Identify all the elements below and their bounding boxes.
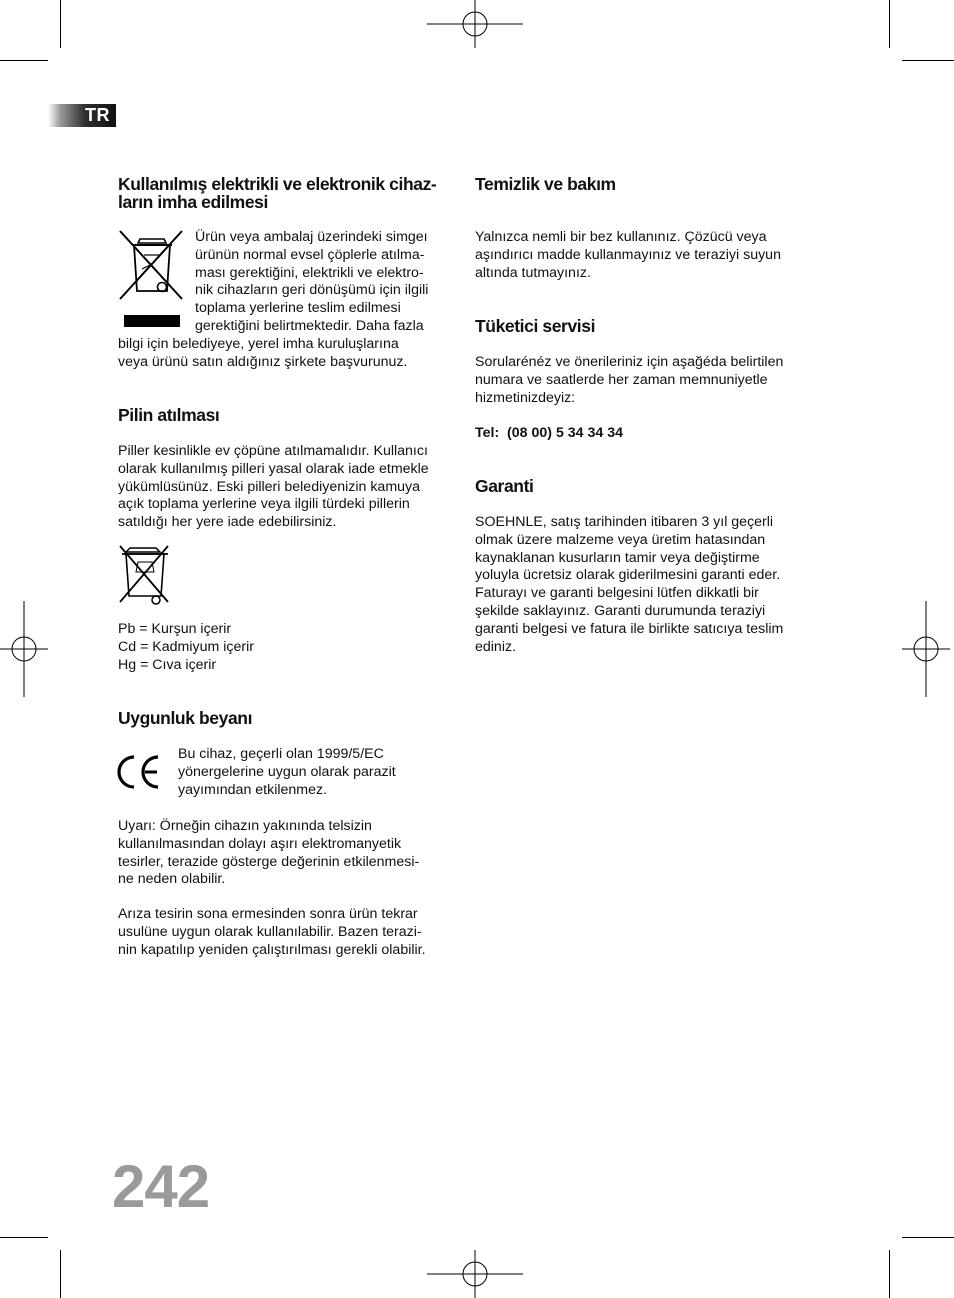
cleaning-section [475,175,820,193]
battery-title: Pilin atılması [118,405,220,425]
fault-block [118,906,458,959]
disposal-body-full: bilgi için belediyeye, yerel imha kuruluşlarına veya ürünü satın aldığınız şirkete başvurunuz. [118,336,408,370]
warranty-title: Garanti [475,476,534,496]
registration-mark-icon [902,601,950,697]
disposal-body-wrap: Ürün veya ambalaj üzerindeki simgeı ürünün normal evsel çöplerle atılma- ması gerektiğini, elektrikli ve elektro- nik cihazların geri dönüşümü için ilgili toplama yerlerine teslim edilmesi gerektiğini belirtmektedir. Daha fazla [195,229,429,334]
disposal-full-text [118,336,458,372]
crop-mark [889,0,890,48]
crop-mark [902,60,954,61]
ce-mark-icon [114,753,162,791]
crop-mark [902,1237,954,1238]
language-tab [48,104,116,127]
service-section [475,317,820,335]
ce-text: Bu cihaz, geçerli olan 1999/5/EC yönergelerine uygun olarak parazit yayımından etkilenmez. [178,746,396,798]
page-number: 242 [112,1153,210,1220]
battery-text-block [118,443,458,532]
crop-mark [889,1250,890,1298]
battery-content-hg: Hg = Cıva içerir [118,656,217,673]
disposal-wrap-text [195,229,455,336]
service-title: Tüketici servisi [475,316,596,336]
battery-content-cd: Cd = Kadmiyum içerir [118,638,255,655]
registration-mark-icon [0,601,48,697]
conformity-fault: Arıza tesirin sona ermesinden sonra ürün tekrar usulüne uygun olarak kullanılabilir. Bazen terazi- nin kapatılıp yeniden çalıştırılması gerekli olabilir. [118,906,426,958]
crossed-out-bin-icon [118,229,186,329]
service-tel: Tel: (08 00) 5 34 34 34 [475,425,624,441]
ce-text-block [178,746,458,799]
crop-mark [0,60,48,61]
crop-mark [60,1250,61,1298]
disposal-title: Kullanılmış elektrikli ve elektronik cihaz- ların imha edilmesi [118,174,437,212]
service-text-block [475,354,820,407]
language-code: TR [85,105,110,125]
service-body: Sorularénéz ve önerileriniz için aşağéda belirtilen numara ve saatlerde her zaman memnuniyetle hizmetinizdeyiz: [475,354,784,406]
cleaning-text-block [475,229,820,282]
warranty-section [475,477,820,495]
conformity-title: Uygunluk beyanı [118,708,253,728]
cleaning-body: Yalnızca nemli bir bez kullanınız. Çözücü veya aşındırıcı madde kullanmayınız ve teraziyi suyun altında tutmayınız. [475,229,781,281]
disposal-section [118,175,458,211]
battery-body: Piller kesinlikle ev çöpüne atılmamalıdır. Kullanıcı olarak kullanılmış pilleri yasal olarak iade etmekle yükümlüsünüz. Eski pilleri belediyenizin kamuya açık toplama yerlerine veya ilgili türdeki pillerin satıldığı her yere iade edebilirsiniz. [118,443,429,531]
battery-bin-icon [116,542,174,608]
conformity-warning: Uyarı: Örneğin cihazın yakınında telsizin kullanılmasından dolayı aşırı elektromanyetik tesirler, terazide gösterge değerinin etkilenmesi- ne neden olabilir. [118,818,420,888]
battery-content-pb: Pb = Kurşun içerir [118,621,232,637]
crop-mark [60,0,61,48]
conformity-section [118,709,458,727]
battery-section [118,406,458,424]
registration-mark-icon [427,0,523,48]
warranty-text-block [475,514,820,656]
service-tel-block [475,425,820,443]
cleaning-title: Temizlik ve bakım [475,174,616,194]
registration-mark-icon [427,1250,523,1298]
warning-block [118,818,458,889]
crop-mark [0,1237,48,1238]
battery-contents [118,621,458,674]
warranty-body: SOEHNLE, satış tarihinden itibaren 3 yıl geçerli olmak üzere malzeme veya üretim hatasından kaynaklanan kusurların tamir veya değiştirme yoluyla ücretsiz olarak giderilmesini garanti eder. Faturayı ve garanti belgesini lütfen dikkatli bir şekilde saklayınız. Garanti durumunda teraziyi garanti belgesi ve fatura ile birlikte satıcıya teslim ediniz. [475,514,784,655]
